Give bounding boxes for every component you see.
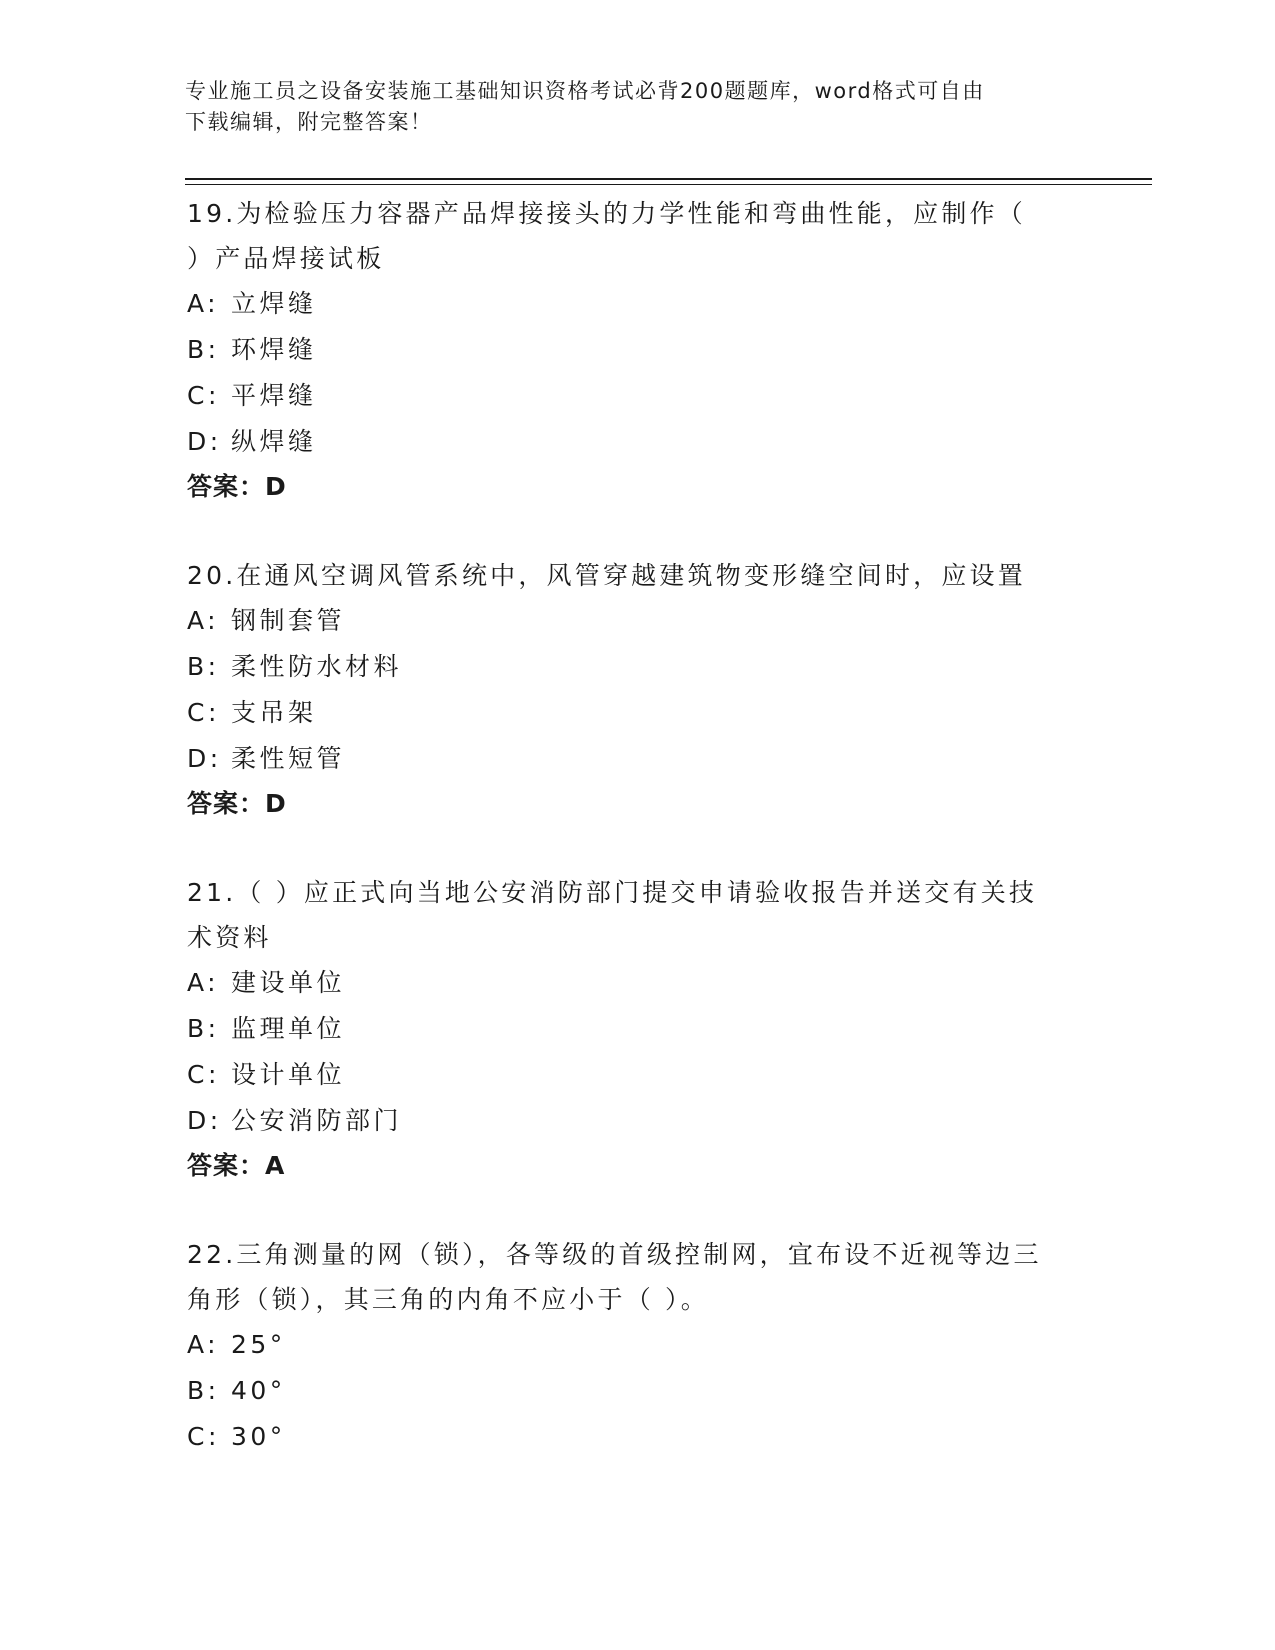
option-text: 公安消防部门 [231,1106,403,1135]
answer-line: 答案：D [187,789,287,818]
option-text: 设计单位 [231,1060,346,1089]
header-line-2: 下载编辑，附完整答案！ [185,110,433,134]
option-key: A: [187,289,220,318]
option-c [187,373,1087,419]
document-header [185,76,1065,138]
option-key: A: [187,968,220,997]
option-text: 建设单位 [231,968,346,997]
header-rule-thick [185,178,1152,180]
option-key: A: [187,606,220,635]
option-text: 纵焊缝 [231,427,317,456]
header-rule-thin [185,184,1152,185]
option-c [187,1052,1087,1098]
option-key: C: [187,698,220,727]
question-21 [187,870,1087,1188]
option-key: B: [187,335,220,364]
option-text: 25° [231,1330,286,1359]
option-key: D: [187,427,222,456]
option-b [187,644,1087,690]
question-text-line-2: 术资料 [187,923,272,952]
option-c [187,690,1087,736]
option-text: 支吊架 [231,698,317,727]
option-key: C: [187,381,220,410]
option-a [187,960,1087,1006]
option-key: D: [187,1106,222,1135]
option-b [187,1368,1087,1414]
question-19 [187,191,1087,509]
question-text-line-1: 22.三角测量的网（锁），各等级的首级控制网，宜布设不近视等边三 [187,1240,1042,1269]
question-text [187,1232,1067,1322]
question-text [187,553,1067,598]
question-text [187,191,1067,281]
option-a [187,1322,1087,1368]
question-text-line-1: 21.（ ）应正式向当地公安消防部门提交申请验收报告并送交有关技 [187,878,1038,907]
question-22 [187,1232,1087,1460]
option-text: 监理单位 [231,1014,346,1043]
question-text [187,870,1067,960]
option-c [187,1414,1087,1460]
option-key: A: [187,1330,220,1359]
option-b [187,1006,1087,1052]
option-key: B: [187,1376,220,1405]
option-text: 平焊缝 [231,381,317,410]
option-text: 环焊缝 [231,335,317,364]
question-text-line-1: 19.为检验压力容器产品焊接接头的力学性能和弯曲性能，应制作（ [187,199,1026,228]
question-20 [187,553,1087,826]
answer-line: 答案：D [187,472,287,501]
option-text: 30° [231,1422,286,1451]
header-line-1: 专业施工员之设备安装施工基础知识资格考试必背200题题库，word格式可自由 [185,79,985,103]
option-text: 钢制套管 [231,606,346,635]
question-text-line-2: ）产品焊接试板 [187,244,385,273]
option-b [187,327,1087,373]
option-key: B: [187,1014,220,1043]
option-d [187,736,1087,782]
question-text-line-2: 角形（锁），其三角的内角不应小于（ ）。 [187,1285,709,1314]
answer-line: 答案：A [187,1151,286,1180]
option-text: 柔性短管 [231,744,346,773]
option-d [187,419,1087,465]
option-text: 柔性防水材料 [231,652,403,681]
option-a [187,598,1087,644]
option-text: 40° [231,1376,286,1405]
option-text: 立焊缝 [231,289,317,318]
option-key: D: [187,744,222,773]
option-key: C: [187,1422,220,1451]
option-key: B: [187,652,220,681]
question-text-line-1: 20.在通风空调风管系统中，风管穿越建筑物变形缝空间时，应设置 [187,561,1026,590]
option-key: C: [187,1060,220,1089]
option-d [187,1098,1087,1144]
question-list [187,191,1087,1504]
option-a [187,281,1087,327]
